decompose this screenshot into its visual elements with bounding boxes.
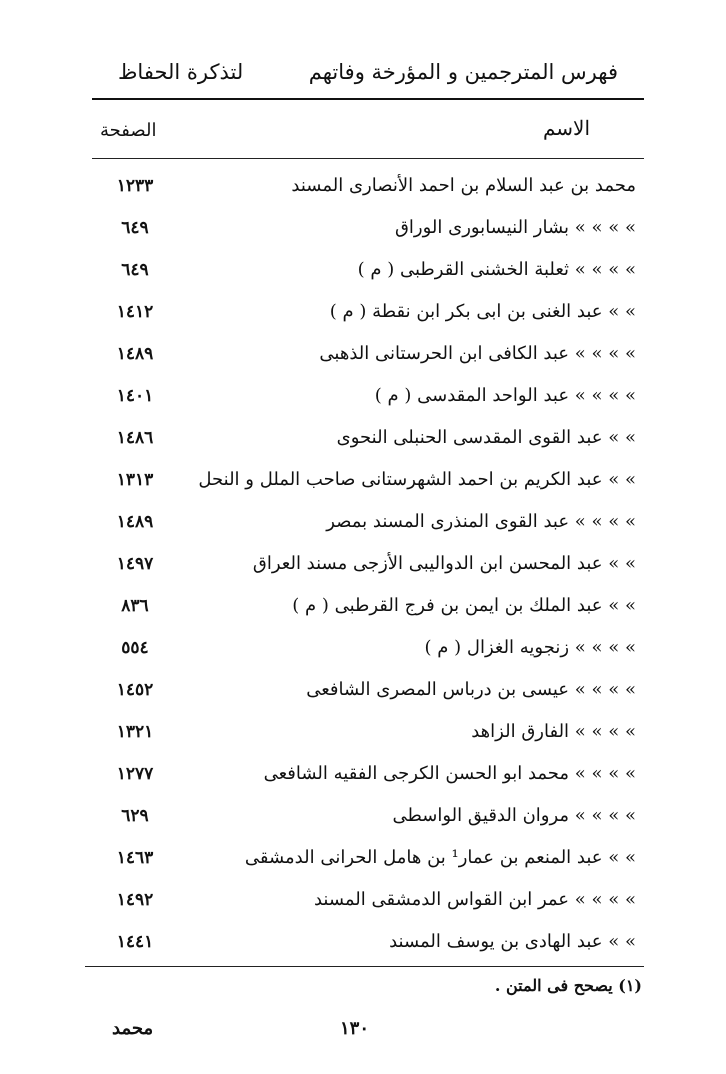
footnote: (١) يصحح فى المتن .: [494, 976, 642, 995]
list-item: [0, 249, 726, 291]
list-item: [0, 375, 726, 417]
entry-name: » » عبد الكريم بن احمد الشهرستانى صاحب الملل و النحل: [198, 469, 636, 490]
list-item: [0, 165, 726, 207]
list-item: [0, 711, 726, 753]
entry-name: » » عبد الملك بن ايمن بن فرج القرطبى ( م ): [292, 595, 636, 616]
entry-page: ١٣٢١: [116, 722, 154, 742]
list-item: [0, 921, 726, 963]
list-item: [0, 501, 726, 543]
list-item: [0, 669, 726, 711]
list-item: [0, 837, 726, 879]
list-item: [0, 291, 726, 333]
list-item: [0, 543, 726, 585]
list-item: [0, 879, 726, 921]
entry-page: ١٤٨٩: [116, 512, 154, 532]
list-item: [0, 795, 726, 837]
header-rule: [92, 98, 644, 100]
entry-name: » » » » الفارق الزاهد: [471, 721, 636, 742]
entry-page: ١٢٧٧: [116, 764, 154, 784]
column-rule: [92, 158, 644, 159]
entry-page: ١٤٨٦: [116, 428, 154, 448]
footnote-rule: [85, 966, 644, 967]
column-header-page: الصفحة: [100, 120, 157, 141]
page-number: ١٣٠: [340, 1018, 370, 1039]
list-item: [0, 753, 726, 795]
entry-page: ١٤٥٢: [116, 680, 154, 700]
entry-page: ١٢٣٣: [116, 176, 154, 196]
list-item: [0, 627, 726, 669]
list-item: [0, 585, 726, 627]
entry-page: ١٤٨٩: [116, 344, 154, 364]
entry-name: » » عبد القوى المقدسى الحنبلى النحوى: [336, 427, 636, 448]
list-item: [0, 417, 726, 459]
entry-page: ١٣١٣: [116, 470, 154, 490]
entry-page: ١٤٩٢: [116, 890, 154, 910]
entry-page: ٦٢٩: [121, 806, 149, 826]
column-header-name: الاسم: [542, 116, 590, 140]
entry-page: ١٤٤١: [116, 932, 154, 952]
entry-name: » » » » ثعلبة الخشنى القرطبى ( م ): [357, 259, 636, 280]
catchword: محمد: [112, 1018, 154, 1039]
entry-page: ١٤٦٣: [116, 848, 154, 868]
entry-name: » » عبد الهادى بن يوسف المسند: [389, 931, 636, 952]
entry-name: » » » » عبد الواحد المقدسى ( م ): [374, 385, 636, 406]
entry-name: محمد بن عبد السلام بن احمد الأنصارى المسند: [291, 175, 636, 196]
entry-name: » » » » عبد القوى المنذرى المسند بمصر: [326, 511, 636, 532]
entry-name: » » » » مروان الدقيق الواسطى: [392, 805, 636, 826]
entry-page: ٥٥٤: [121, 638, 149, 658]
entry-name: » » » » محمد ابو الحسن الكرجى الفقيه الشافعى: [263, 763, 636, 784]
list-item: [0, 207, 726, 249]
entry-name: » » عبد المنعم بن عمار¹ بن هامل الحرانى الدمشقى: [244, 847, 636, 868]
list-item: [0, 459, 726, 501]
entry-name: » » » » عمر ابن القواس الدمشقى المسند: [313, 889, 636, 910]
entry-page: ٦٤٩: [121, 260, 149, 280]
entry-name: » » عبد الغنى بن ابى بكر ابن نقطة ( م ): [329, 301, 636, 322]
entry-page: ٦٤٩: [121, 218, 149, 238]
entry-name: » » » » بشار النيسابورى الوراق: [394, 217, 636, 238]
entry-page: ٨٣٦: [121, 596, 149, 616]
entry-name: » » » » زنجويه الغزال ( م ): [424, 637, 636, 658]
book-title: لتذكرة الحفاظ: [118, 60, 244, 84]
entry-page: ١٤٩٧: [116, 554, 154, 574]
entry-name: » » » » عيسى بن درباس المصرى الشافعى: [306, 679, 636, 700]
running-title: فهرس المترجمين و المؤرخة وفاتهم: [308, 60, 618, 84]
entry-name: » » » » عبد الكافى ابن الحرستانى الذهبى: [319, 343, 636, 364]
entry-page: ١٤١٢: [116, 302, 154, 322]
list-item: [0, 333, 726, 375]
entry-name: » » عبد المحسن ابن الدواليبى الأزجى مسند العراق: [252, 553, 636, 574]
entry-page: ١٤٠١: [116, 386, 154, 406]
